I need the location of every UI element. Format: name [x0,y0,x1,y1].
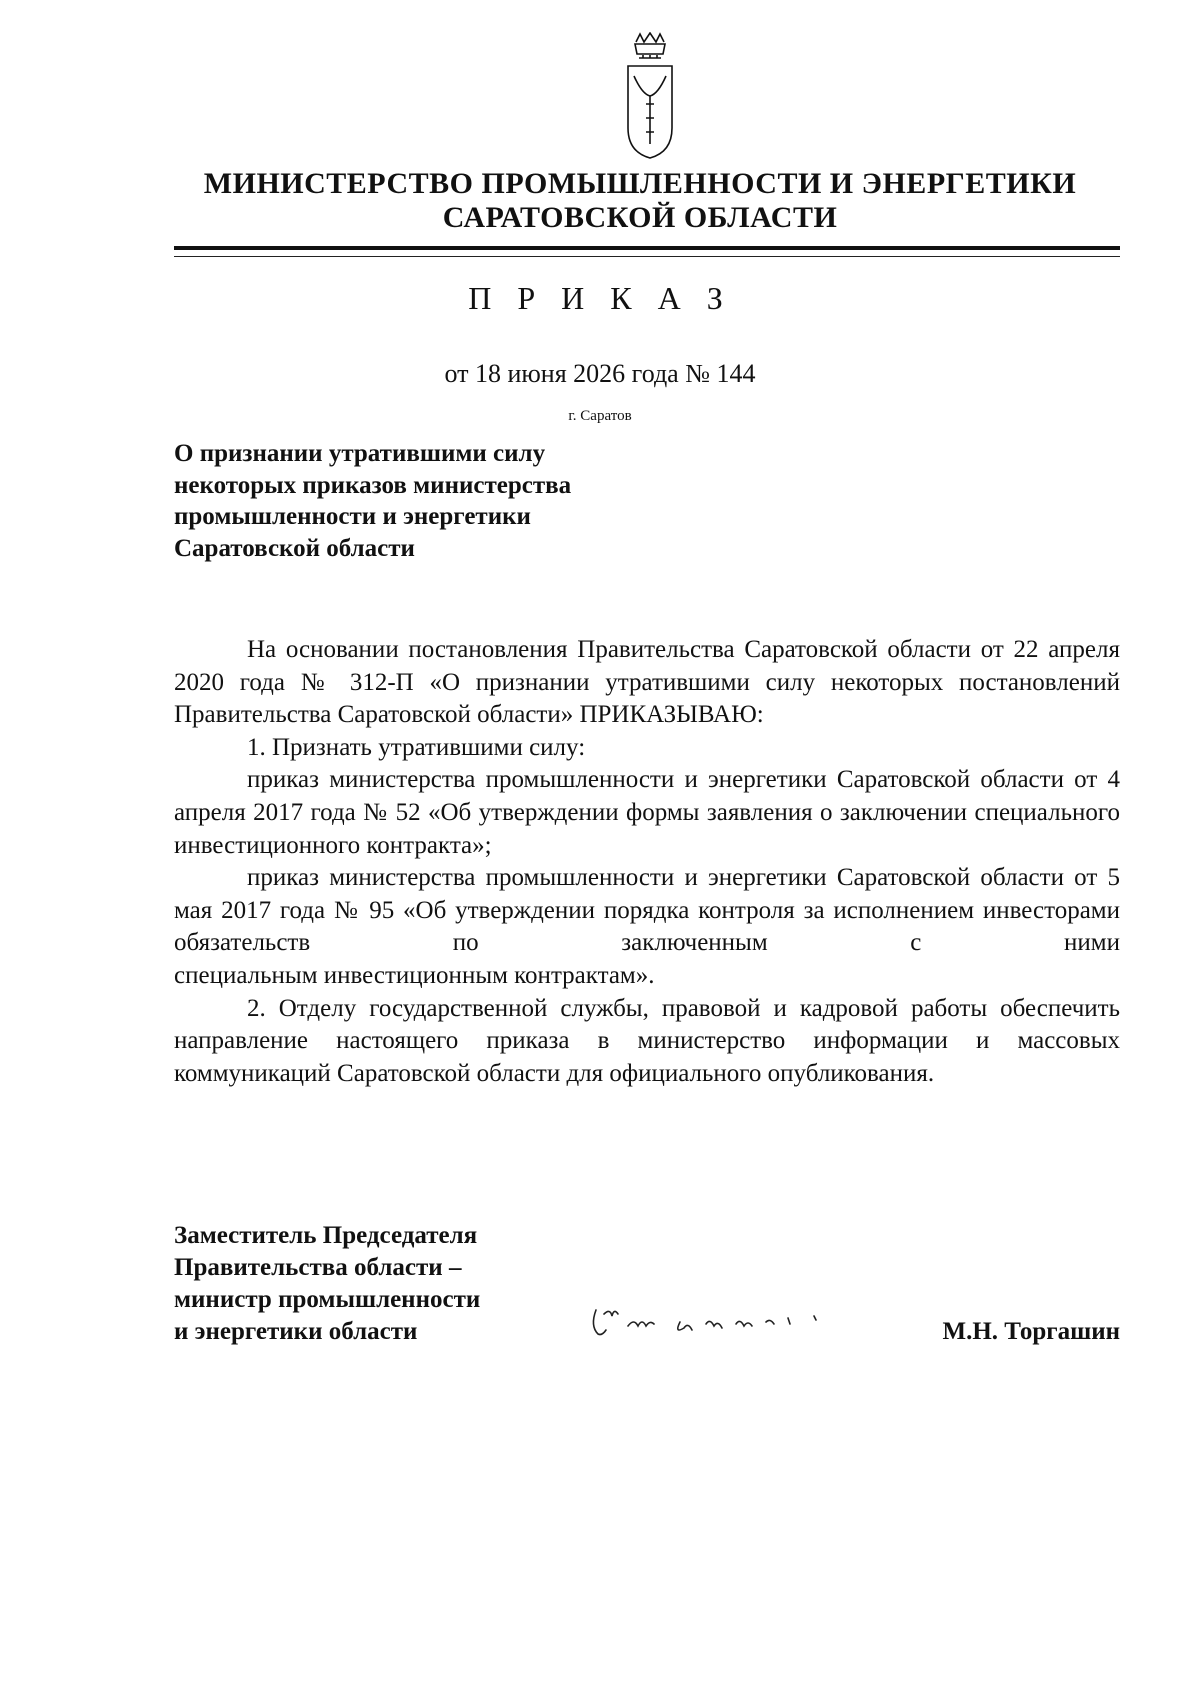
ministry-title-line-2: САРАТОВСКОЙ ОБЛАСТИ [442,201,838,234]
body-item-1: 1. Признать утратившими силу: [247,733,586,761]
header-divider-thick [174,246,1120,250]
document-type-title: П Р И К А З [468,280,732,316]
signer-name: М.Н. Торгашин [942,1318,1120,1345]
signer-position-line: министр промышленности [174,1286,481,1313]
order-subject [174,438,734,564]
ministry-title-line-1: МИНИСТЕРСТВО ПРОМЫШЛЕННОСТИ И ЭНЕРГЕТИКИ [203,167,1077,200]
signer-position-line: Заместитель Председателя [174,1222,478,1249]
subject-line: промышленности и энергетики [174,503,531,530]
document-city: г. Саратов [568,408,632,424]
coat-of-arms-icon [622,32,678,160]
body-item-1-order-95: приказ министерства промышленности и энергетики Саратовской области от 5 мая 2017 года № 95 «Об утверждении порядка контроля за исполнением инвесторами обязательств по заключенным с ними [174,864,1120,957]
body-paragraph-basis: На основании постановления Правительства Саратовской области от 22 апреля 2020 года № 312-П «О признании утратившими силу некоторых постановлений Правительства Саратовской области» ПРИКАЗЫВАЮ: [174,636,1120,729]
subject-line: Саратовской области [174,534,415,562]
document-date-number: от 18 июня 2026 года № 144 [444,359,756,388]
signer-position-line: Правительства области – [174,1254,462,1281]
header-divider-thin [174,256,1120,257]
body-item-1-order-95-end: специальным инвестиционным контрактам». [174,961,655,989]
signer-position [174,1220,594,1348]
signer-position-line: и энергетики области [174,1318,418,1345]
subject-line: некоторых приказов министерства [174,471,572,499]
subject-line: О признании утратившими силу [174,440,546,467]
handwritten-signature-icon [588,1300,828,1350]
body-item-2: 2. Отделу государственной службы, правовой и кадровой работы обеспечить направление настоящего приказа в министерство информации и массовых коммуникаций Саратовской области для официального опубликования. [174,994,1120,1087]
order-body [174,634,1120,1090]
body-item-1-order-52: приказ министерства промышленности и энергетики Саратовской области от 4 апреля 2017 года № 52 «Об утверждении формы заявления о заключении специального инвестиционного контракта»; [174,766,1120,859]
